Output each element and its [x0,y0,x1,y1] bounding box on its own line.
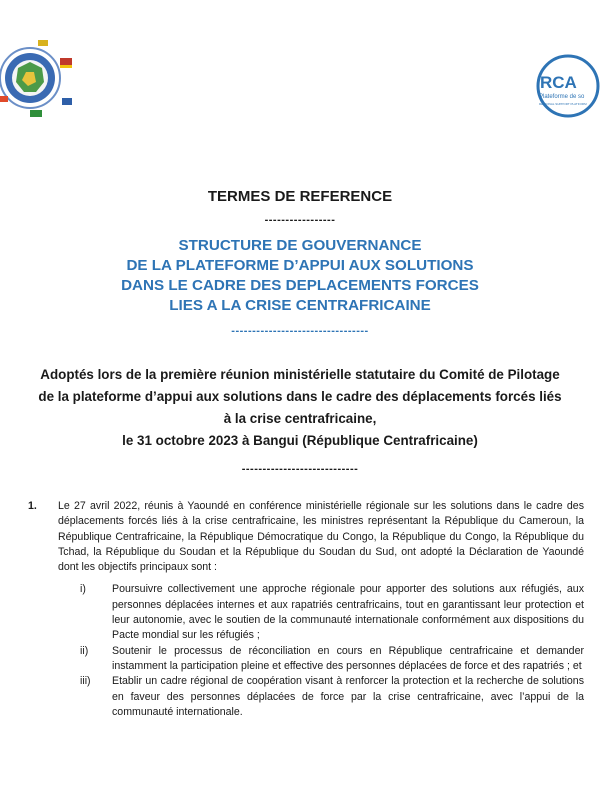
sub-item-number: i) [80,583,86,596]
platform-logo-left [0,38,78,118]
numbered-list [28,499,584,720]
structure-line-1: STRUCTURE DE GOUVERNANCE [178,237,422,254]
structure-heading [0,236,600,316]
sub-item-ii [58,644,584,675]
structure-line-4: LIES A LA CRISE CENTRAFRICAINE [169,297,431,314]
rca-logo-subtitle: Plateforme de so [539,94,585,100]
rca-logo-text: RCA [540,73,577,92]
rca-logo-tiny: REGIONAL SUPPORT PLATFORM [539,102,587,106]
adoption-line-1: Adoptés lors de la première réunion ministérielle statutaire du Comité de Pilotage [40,367,560,382]
structure-line-2: DE LA PLATEFORME D’APPUI AUX SOLUTIONS [126,257,474,274]
document-title: TERMES DE REFERENCE [207,188,393,205]
heading-separator: --------------------------------- [231,325,369,337]
list-item-1 [28,499,584,575]
title-separator: ----------------- [264,214,336,226]
adoption-separator: ---------------------------- [241,463,359,475]
sub-item-number: iii) [80,675,91,688]
sub-item-iii [58,674,584,720]
sub-item-text: Poursuivre collectivement une approche régionale pour apporter des solutions aux réfugiés, aux personnes déplacées internes et aux rapatriés centrafricains, tout en garantissant leur protection et leur autonomie, avec le soutien de la communauté internationale conformément aux dispositions du Pacte mondial sur les réfugiés ; [112,583,584,642]
sub-item-i [58,582,584,643]
sub-item-number: ii) [80,644,89,657]
adoption-line-4: le 31 octobre 2023 à Bangui (République Centrafricaine) [122,433,478,448]
adoption-line-2: de la plateforme d’appui aux solutions dans le cadre des déplacements forcés liés [38,389,562,404]
objectives-sublist [58,582,584,720]
sub-item-text: Etablir un cadre régional de coopération visant à renforcer la protection et la recherche de solutions en faveur des personnes déplacées de force par la crise centrafricaine, avec l’appui de la communauté internationale. [112,675,584,718]
structure-line-3: DANS LE CADRE DES DEPLACEMENTS FORCES [121,277,479,294]
adoption-statement [0,364,600,452]
rca-platform-logo [528,52,600,120]
adoption-line-3: à la crise centrafricaine, [223,411,377,426]
list-item-number: 1. [28,500,37,512]
list-item-text: Le 27 avril 2022, réunis à Yaoundé en conférence ministérielle régionale sur les solutions dans le cadre des déplacements forcés liés à la crise centrafricaine, les ministres représentant la République du Cameroun, la République Centrafricaine, la République Démocratique du Congo, la République du Congo, la République du Tchad, la République du Soudan et la République du Soudan du Sud, ont adopté la Déclaration de Yaoundé dont les objectifs principaux sont : [58,500,584,574]
sub-item-text: Soutenir le processus de réconciliation en cours en République centrafricaine et demander instamment la participation pleine et effective des personnes déplacées de force et des rapatriés ; et [112,644,584,672]
